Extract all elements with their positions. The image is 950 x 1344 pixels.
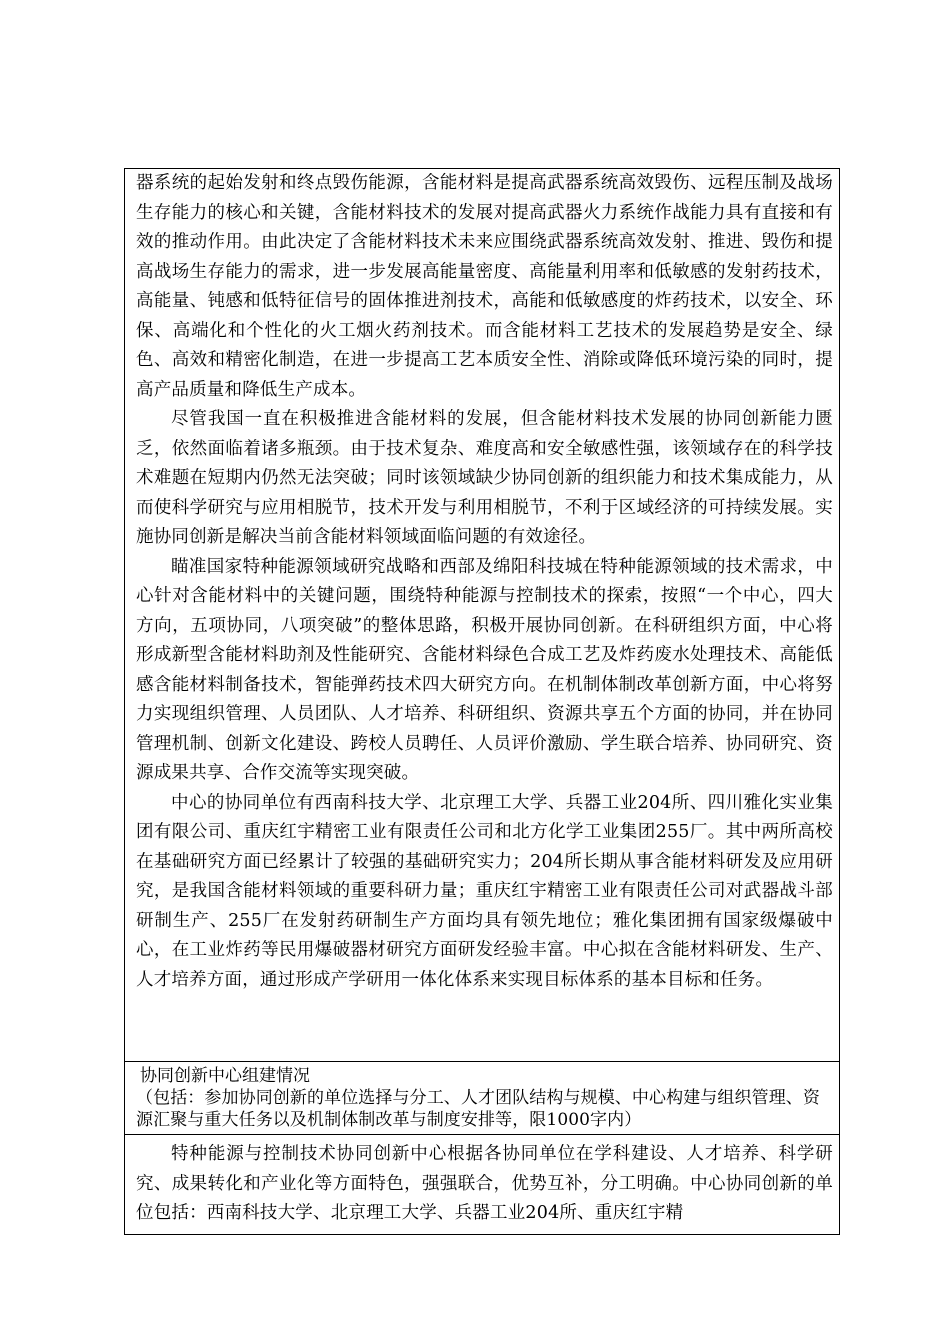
section-note: （包括：参加协同创新的单位选择与分工、人才团队结构与规模、中心构建与组织管理、资源汇聚与重大任务以及机制体制改革与制度安排等，限1000字内） (136, 1088, 820, 1130)
paragraph-organization: 特种能源与控制技术协同创新中心根据各协同单位在学科建设、人才培养、科学研究、成果转化和产业化等方面特色，强强联合，优势互补，分工明确。中心协同创新的单位包括：西南科技大学、北京理工大学、兵器工业204所、重庆红宇精 (136, 1144, 833, 1223)
section-title: 协同创新中心组建情况 (140, 1066, 310, 1086)
section-content-cell (125, 1134, 839, 1234)
paragraph-bottleneck: 尽管我国一直在积极推进含能材料的发展，但含能材料技术发展的协同创新能力匮乏，依然面临着诸多瓶颈。由于技术复杂、难度高和安全敏感性强，该领域存在的科学技术难题在短期内仍然无法突破；同时该领域缺少协同创新的组织能力和技术集成能力，从而使科学研究与应用相脱节，技术开发与利用相脱节，不利于区域经济的可持续发展。实施协同创新是解决当前含能材料领域面临问题的有效途径。 (136, 409, 833, 547)
paragraph-significance: 器系统的起始发射和终点毁伤能源，含能材料是提高武器系统高效毁伤、远程压制及战场生存能力的核心和关键，含能材料技术的发展对提高武器火力系统作战能力具有直接和有效的推动作用。由此决定了含能材料技术未来应围绕武器系统高效发射、推进、毁伤和提高战场生存能力的需求，进一步发展高能量密度、高能量利用率和低敏感的发射药技术，高能量、钝感和低特征信号的固体推进剂技术，高能和低敏感度的炸药技术，以安全、环保、高端化和个性化的火工烟火药剂技术。而含能材料工艺技术的发展趋势是安全、绿色、高效和精密化制造，在进一步提高工艺本质安全性、消除或降低环境污染的同时，提高产品质量和降低生产成本。 (136, 173, 833, 400)
paragraph-strategy: 瞄准国家特种能源领域研究战略和西部及绵阳科技城在特种能源领域的技术需求，中心针对含能材料中的关键问题，围绕特种能源与控制技术的探索，按照“一个中心，四大方向，五项协同，八项突破”的整体思路，积极开展协同创新。在科研组织方面，中心将形成新型含能材料助剂及性能研究、含能材料绿色合成工艺及炸药废水处理技术、高能低感含能材料制备技术，智能弹药技术四大研究方向。在机制体制改革创新方面，中心将努力实现组织管理、人员团队、人才培养、科研组织、资源共享五个方面的协同，并在协同管理机制、创新文化建设、跨校人员聘任、人员评价激励、学生联合培养、协同研究、资源成果共享、合作交流等实现突破。 (136, 556, 833, 783)
section-header-cell (125, 1061, 839, 1134)
form-table (124, 168, 840, 1235)
background-text-cell (125, 169, 839, 1061)
paragraph-partners: 中心的协同单位有西南科技大学、北京理工大学、兵器工业204所、四川雅化实业集团有限公司、重庆红宇精密工业有限责任公司和北方化学工业集团255厂。其中两所高校在基础研究方面已经累计了较强的基础研究实力；204所长期从事含能材料研发及应用研究，是我国含能材料领域的重要科研力量；重庆红宇精密工业有限责任公司对武器战斗部研制生产、255厂在发射药研制生产方面均具有领先地位；雅化集团拥有国家级爆破中心，在工业炸药等民用爆破器材研究方面研发经验丰富。中心拟在含能材料研发、生产、人才培养方面，通过形成产学研用一体化体系来实现目标体系的基本目标和任务。 (136, 792, 833, 990)
